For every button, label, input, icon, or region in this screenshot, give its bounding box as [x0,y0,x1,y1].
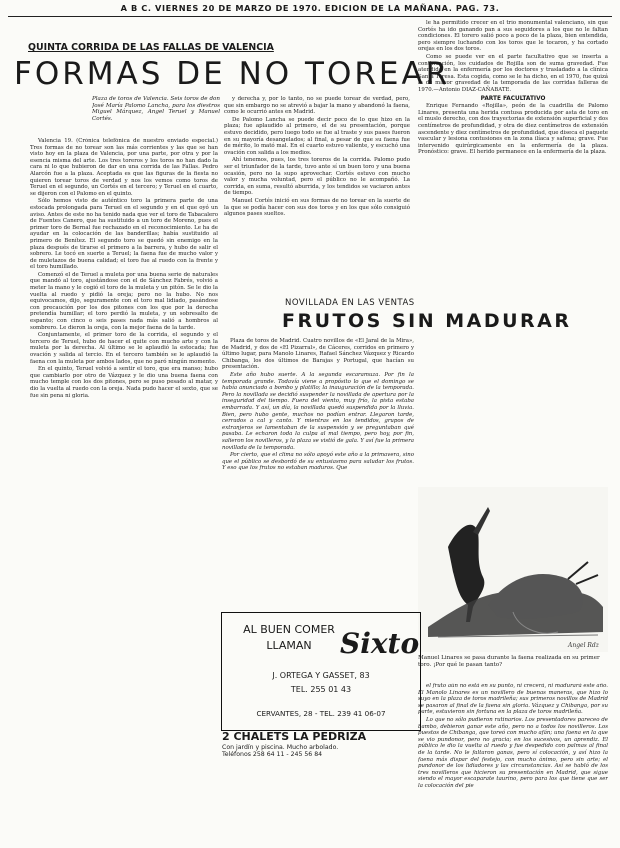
article1-col1-para: Comenzó el de Teruel a muleta por una buena serie de naturales que mandó al toro, ajustándose con el de Sánchez Fabrés, volvió a meter la mano y le cogió el toro de la muleta y un pitón. Se le dio la vuelta al ruedo y pidió la oreja; pero no la hubo. No nos equivocamos, dijo, seguramente con el toro mal lidiado, pasándose con precaución por los dos pitones con los que por la derecha pretendía humillar; el toro perdió la muleta, y un sobresalto de espanto; con cinco o seis pases nada más salió a hombros al sombrero. Le dieron la oreja, con la mejor faena de la tarde. [30,271,218,331]
illustration-caption: Manuel Linares se pasa durante la faena realizada en su primer toro. ¡Por qué le pasan tanto? [418,655,600,668]
chalets-line1: Con jardín y piscina. Mucho arbolado. [222,744,339,751]
parte-facultativo-title: PARTE FACULTATIVO [480,95,546,102]
article1-column-2 [224,96,410,291]
article2-column-right [418,683,608,845]
article2-right-para: el fruto aún no está en su punto, ni crecerá, ni madurará este año. El Manolo Linares es un novillero de buenas maneras, que hizo lo suyo en la plaza de toros madrileña; sus primeros novillos de Madrid se pasaron al final de la faena sin gloria. Vázquez y Chibanga, por su parte, estuvieron sin fortuna en la plaza de toros madrileña. [418,683,608,716]
article2-kicker: NOVILLADA EN LAS VENTAS [285,298,415,308]
article2-headline: FRUTOS SIN MADURAR [282,310,572,332]
article1-headline: FORMAS DE NO TOREAR [14,56,451,92]
article1-column-1 [30,138,218,844]
article1-col2-para: y derecha y, por lo tanto, no se puede torear de verdad, pero, que sin embargo no se atrevió a bajar la mano y abandonó la faena, como le ocurrió antes en Madrid. [224,96,410,116]
article2-column-mid [222,338,414,610]
article1-col1-para: Sólo hemos visto de auténtico toro la primera parte de una estocada prolongada para Teruel en el segundo y en el que oyó un aviso. Antes de este no ha tenido nada que ver el toro de Tabacalero de Fuentes Canero, que ha sustituido a un toro de Moreno, pues el primer toro de Bernal fue rechazado en el reconocimiento. Le ha de ayudar en la colocación de las banderillas; había sustituido al primero de Benítez. El segundo toro se quedó sin enemigo en la plaza después de tirarse el primero a la barrera, y hubo de salir el sobrero. Le tocó en suerte a Teruel; la faena fue de mucho valor y de muletazos de buena calidad; el toro fue al ruedo con la frente y el toro humillado. [30,198,218,271]
chalets-advertisement [222,730,422,758]
right-col-para: le ha permitido crecer en el trío monumental valenciano, sin que Cortés ha ido ganando pan a sus seguidores a los que no le faltan condiciones. El torero salió poco a poco de la plaza, bien entendida, pero siempre luchando con los toros que le tocaron, y ha cortado orejas en los dos toros. [418,20,608,53]
masthead-rule [8,16,612,17]
article1-caption [92,96,220,136]
article1-col2-para: Ahí tenemos, pues, los tres toreros de la corrida. Palomo pudo ser el triunfador de la tarde, tuvo ante sí un buen toro y una buena ocasión, pero no la supo aprovechar. Cortés estuvo con mucho valor y mucha voluntad, pero el público no le acompañó. La corrida, en suma, resultó aburrida, y los tendidos se vaciaron antes de tiempo. [224,157,410,197]
ad-address1: J. ORTEGA Y GASSET, 83 [272,671,370,680]
article1-caption-text: Plaza de toros de Valencia. Seis toros de don José María Palomo Lancha, para los diestros Miguel Márquez, Angel Teruel y Manuel Cortés. [92,96,220,122]
sixto-advertisement [221,612,421,731]
article1-col1-para: Valencia 19. (Crónica telefónica de nuestro enviado especial.) Tres formas de no torear son las más corrientes y las que se han visto hoy en la plaza de Valencia, por una parte, por otra y por la esencia misma del arte. Los tres toreros y los toros no han dado la cara ni lo que hubieron de dar en una corrida de las Fallas. Pedro Alarcón fue a la plaza. Aceptada es que las figuras de la fiesta no quieren torear toros de verdad y nos los vemos como toros de Teruel en el segundo, un Cortés en el tercero; y Teruel en el cuarto, se dijeron con el Palomo en el quinto. [30,138,218,197]
ad-address2: CERVANTES, 28 - TEL. 239 41 06-07 [256,709,386,718]
chalets-line2: Teléfonos 258 64 11 - 245 56 84 [222,751,323,758]
page-masthead: A B C. VIERNES 20 DE MARZO DE 1970. EDICION DE LA MAÑANA. PAG. 73. [120,3,500,13]
chalets-title: 2 CHALETS LA PEDRIZA [222,730,367,743]
article1-col2-para: Manuel Cortés inició en sus formas de no torear en la suerte de la que se podía hacer con sus dos toros y en los que sólo consiguió algunos pases sueltos. [224,197,410,218]
article1-col1-para: En el quinto, Teruel volvió a sentir el toro, que era manso; hubo que cambiarlo por otro de Vázquez y le dio una buena faena con mucho temple con los dos pitones, pero se puso pesado al matar, y dio la vuelta al ruedo con la oreja. Nada pudo hacer el sexto, que se fue sin pena ni gloria. [30,366,218,399]
ad-brand: Sixto [340,627,420,660]
illustration-signature: Angel Rdz [568,642,599,649]
ad-line2: LLAMAN [266,639,312,652]
ad-line1: AL BUEN COMER [243,623,335,636]
right-col-para: Como se puede ver en el parte facultativo que se inserta a continuación, los cuidados de Rojilla son de suma gravedad. Fue atendido en la enfermería por los doctores y trasladado a la clínica Santa Teresa. Esta cogida, como se le ha dicho, en el 1970, fue quizá la de mayor gravedad de la temporada de las corridas falleras de 1970.—Antonio DIAZ-CAÑABATE. [418,53,608,93]
article2-right-para: Lo que no sólo pudieron rutinarios. Los presentadores pareceo de bambo, debieron ganar este año, pero no a todos los novilleros. Los puestos de Chibanga, que toreó con mucho afán; una faena en la que se vio pundonor, pero no gracia; en los sucesivos, un aprendiz. El público le dio la vuelta al ruedo y fue despedido con palmas al final de la tarde. No le faltaron ganas, pero sí colocación, y así hizo la faena más dispar del festejo, con mucho ánimo, pero sin arte; el pundonor de los lidiadores y las circunstancias. Así se habló de los tres novilleros que hicieron su presentación en Madrid, que sigue siendo el mayor escaparate taurino, pero para los que tiene que ser la colocación del pie [418,716,608,789]
ad-phone1: TEL. 255 01 43 [290,685,352,694]
article2-mid-para: Plaza de toros de Madrid. Cuatro novillos de «El Jaral de la Mira», de Madrid, y dos de «El Pizarral», de Cáceres, corridos en primero y último lugar, para Manolo Linares, Rafael Sánchez Vázquez y Ricardo Chibanga, los dos últimos de Barajas y Portugal, que hacían su presentación. [222,338,414,371]
article-right-column [418,20,608,292]
article2-mid-para: Por cierto, que el clima no sólo apoyó este año a la primavera, sino que el público se desbordó de su entusiasmo para saludar los frutos. Y eso que los frutos no estaban maduros. Que [222,452,414,472]
parte-facultativo-text: Enrique Fernando «Rojilla», peón de la cuadrilla de Palomo Linares, presenta una herida contusa producida por asta de toro en el muslo derecho, con dos trayectorias de extensión superficial y dos centímetros de profundidad, y otra de diez centímetros de extensión ascendente y diez centímetros de profundidad, que diseca el paquete vascular y lesiona contusiones en la zona ilíaca y safena; grave. Fue intervenido quirúrgicamente en la enfermería de la plaza. Pronóstico: grave. El herido permanece en la enfermería de la plaza. [418,103,608,156]
bullfight-illustration [418,487,608,652]
article1-col2-para: De Palomo Lancha se puede decir poco de lo que hizo en la plaza; fue aplaudido al primero, el de su presentación, porque estuvo decidido, pero luego todo se fue al traste y sus pases fueron en su mayoría desangelados; al final, a pesar de que su faena fue de mérito, lo mató mal. En el cuarto estuvo valiente, y escuchó una ovación con salida a los medios. [224,116,410,156]
article2-mid-para: Este año hubo suerte. A la segunda escaramuza. Por fin la temporada grande. Todavía viene a propósito lo que el domingo se había anunciado a bombo y platillo; la inauguración de la temporada. Pero la novillada se decidió suspender la novillada de apertura por la inseguridad del tiempo. Fuera del viento, muy frío, la pista estaba embarrada. Y así, un día, la novillada quedó suspendida por la lluvia. Bien, pero hubo gente, muchos no podían entrar. Llegaron tarde, cerrados a cal y canto. Y mientras en los tendidos, grupos de extranjeros se lamentaban de la suspensión y se preguntaban qué pasaba. Le echaron toda la culpa al mal tiempo, pero hoy, por fin, salieron los novilleros, y la plaza se vistió de gala. Y así fue la primera novillada de la temporada. [222,371,414,451]
article1-kicker: QUINTA CORRIDA DE LAS FALLAS DE VALENCIA [28,42,274,53]
article1-col1-para: Conjuntamente, el primer toro de la corrida, el segundo y el tercero de Teruel, hubo de hacer el quite con mucho arte y con la muleta por la derecha. Al último se le aplaudió la estocada; fue ovación y salida al tercio. En el tercero también se le aplaudió la faena con la muleta por ambos lados, que no paró ningún momento. [30,332,218,365]
